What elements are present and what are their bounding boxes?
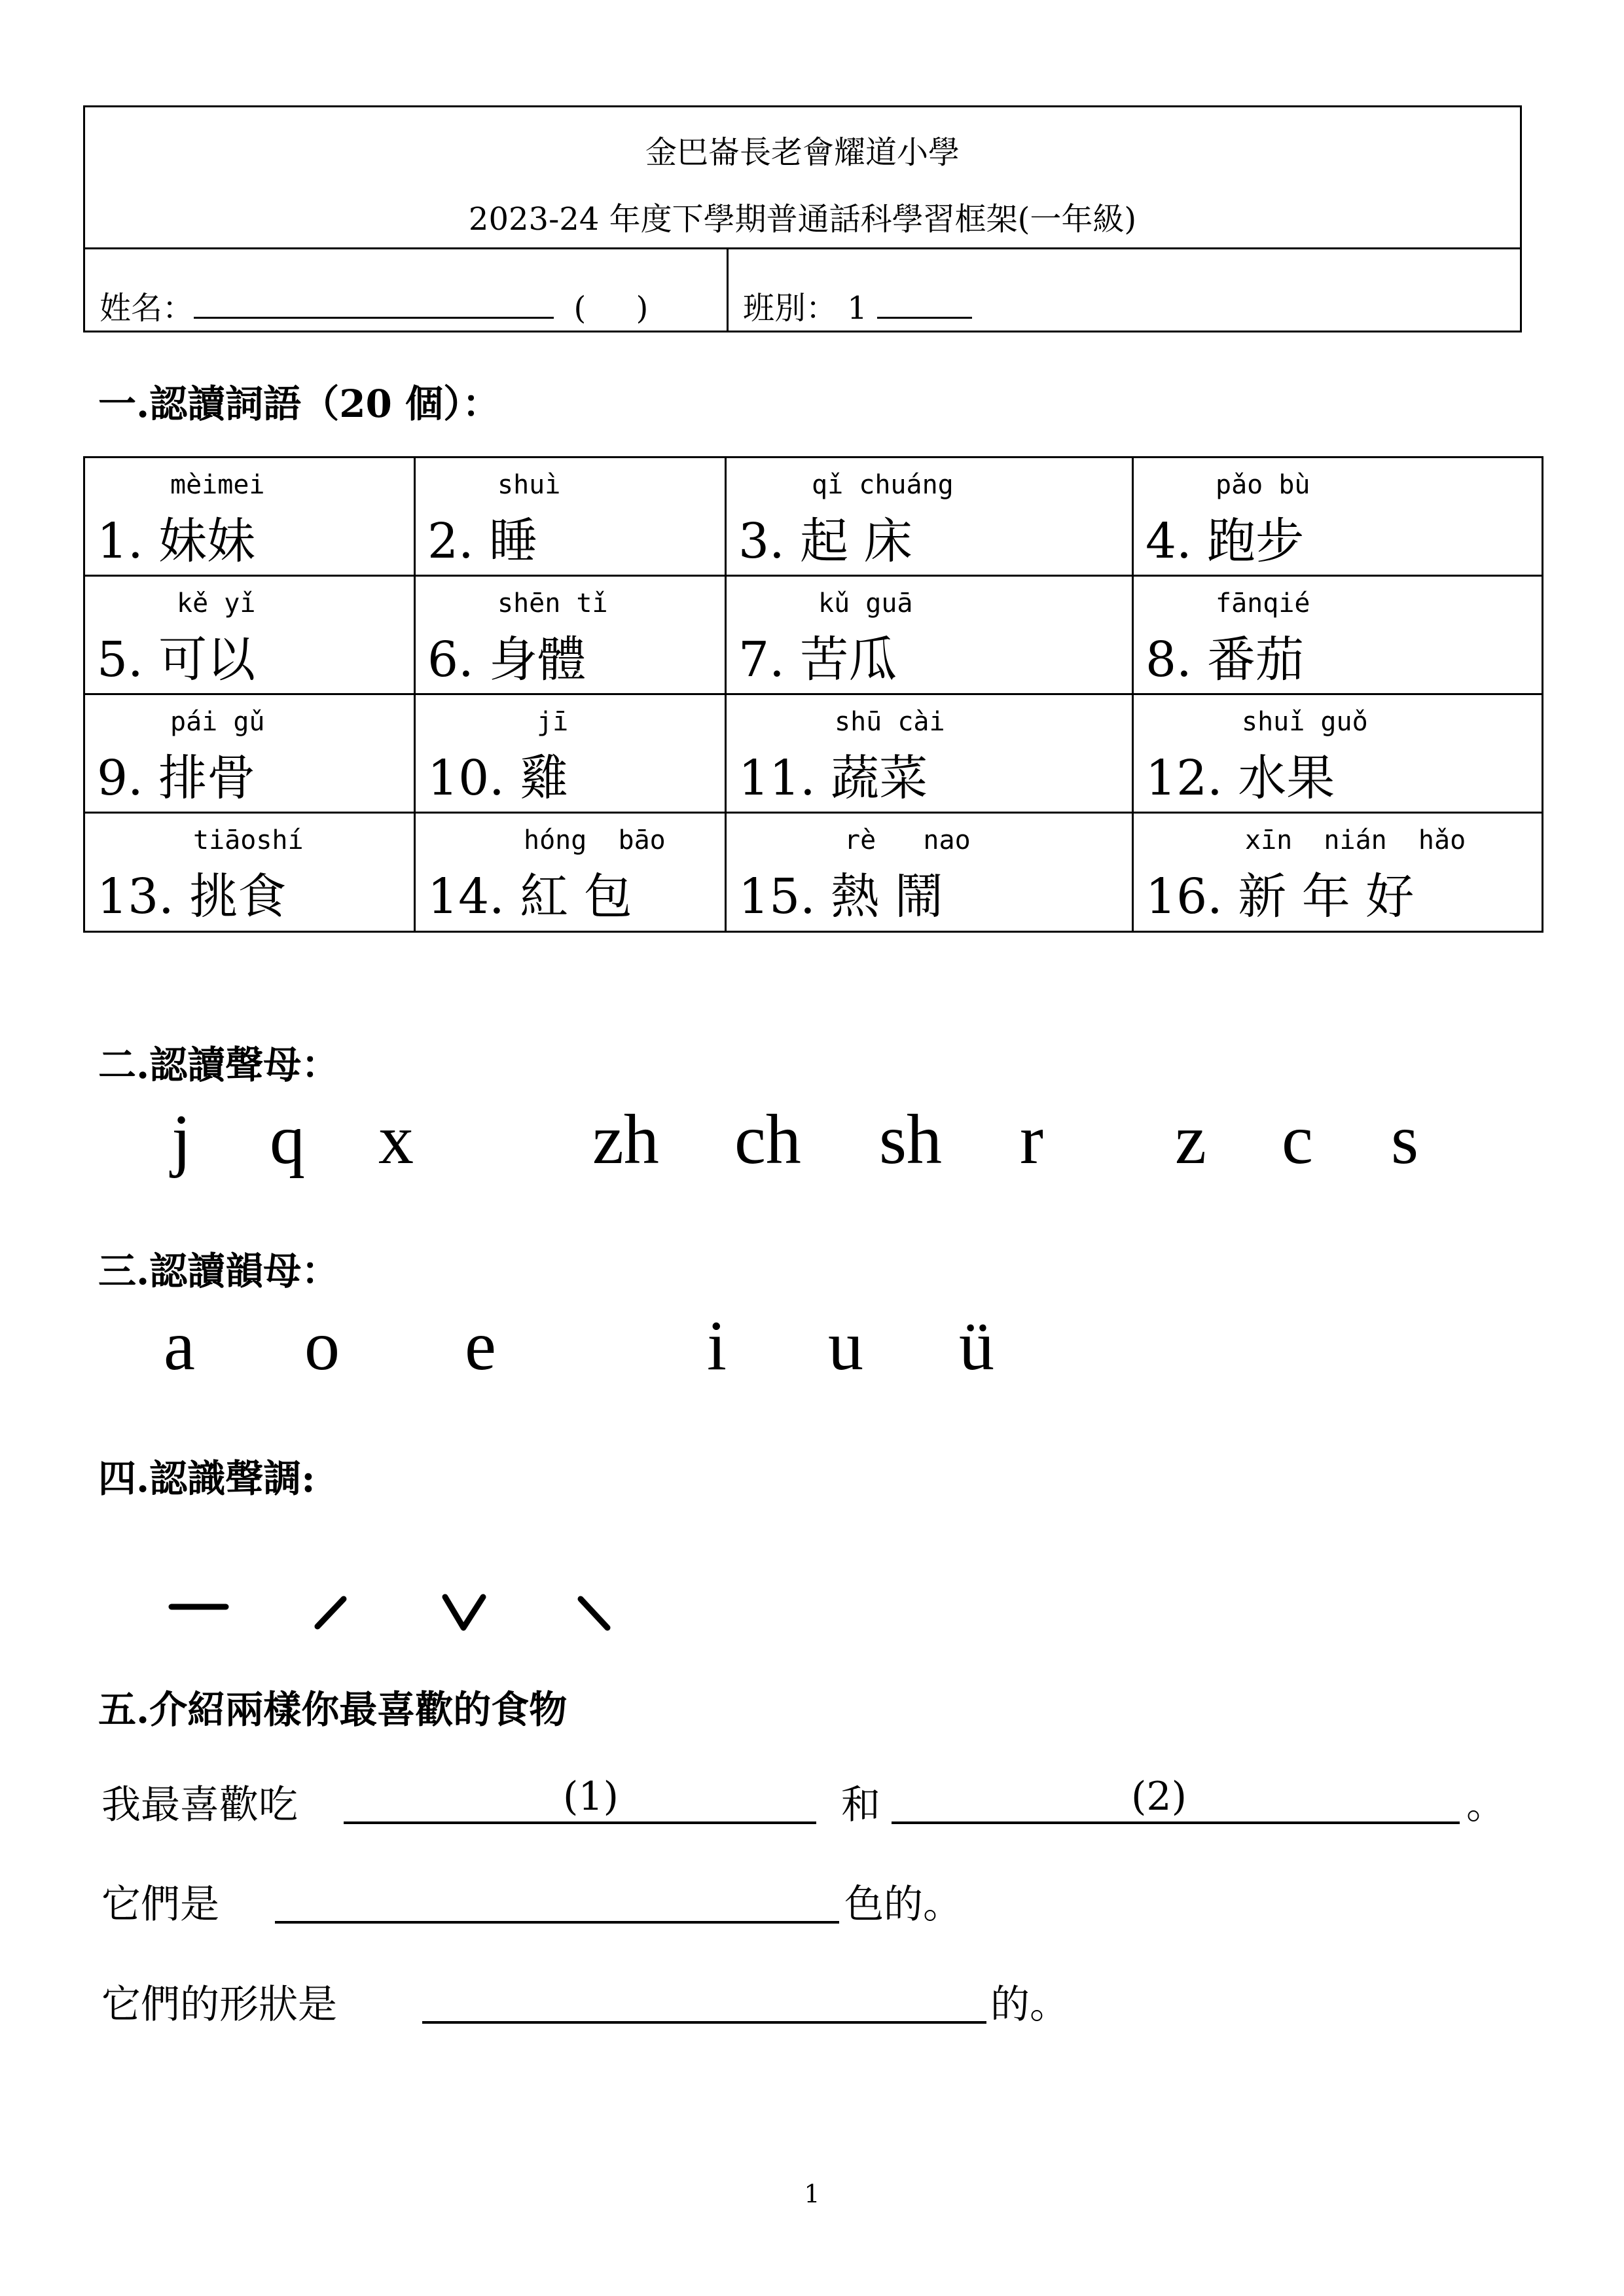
name-paren-open: ( bbox=[573, 290, 586, 327]
initial-letter: z bbox=[1175, 1101, 1206, 1179]
initial-letter: zh bbox=[592, 1101, 659, 1179]
vocab-word: 8. 番茄 bbox=[1146, 632, 1305, 688]
tone-marks bbox=[0, 1568, 720, 1646]
class-blank[interactable] bbox=[877, 285, 972, 319]
sentence-line-2-prefix: 它們是 bbox=[101, 1882, 219, 1928]
class-label: 班別： bbox=[743, 290, 838, 327]
vocab-cell bbox=[1133, 576, 1543, 694]
initial-letter: s bbox=[1391, 1101, 1419, 1179]
final-letter: a bbox=[164, 1307, 195, 1385]
vocab-pinyin: kě yǐ bbox=[177, 588, 256, 619]
initials-row bbox=[0, 1100, 1624, 1185]
vocab-word: 10. 雞 bbox=[427, 750, 569, 806]
vocab-cell bbox=[726, 694, 1133, 813]
vocab-pinyin: xīn nián hǎo bbox=[1245, 825, 1466, 855]
vocab-pinyin: shū cài bbox=[835, 707, 945, 737]
class-field[interactable] bbox=[743, 283, 972, 328]
initial-letter: j bbox=[171, 1101, 192, 1179]
vocab-cell bbox=[84, 576, 415, 694]
final-letter: i bbox=[707, 1307, 727, 1385]
initial-letter: ch bbox=[734, 1101, 801, 1179]
name-blank[interactable] bbox=[194, 285, 554, 319]
vocab-pinyin: jī bbox=[537, 707, 569, 737]
vocab-cell bbox=[415, 694, 726, 813]
vocab-cell bbox=[1133, 813, 1543, 932]
shape-blank[interactable] bbox=[422, 2021, 986, 2024]
third-tone-mark bbox=[445, 1597, 483, 1628]
initial-letter: c bbox=[1282, 1101, 1313, 1179]
vocab-cell bbox=[1133, 457, 1543, 576]
name-paren-close: ) bbox=[636, 290, 649, 327]
vocab-word: 11. 蔬菜 bbox=[738, 750, 928, 806]
vocab-word: 4. 跑步 bbox=[1146, 513, 1305, 569]
vocab-pinyin: pǎo bù bbox=[1216, 470, 1310, 500]
class-value: 1 bbox=[847, 290, 867, 327]
vocab-pinyin: fānqié bbox=[1216, 588, 1310, 619]
vocab-word: 9. 排骨 bbox=[97, 750, 256, 806]
initial-letter: sh bbox=[879, 1101, 943, 1179]
color-blank[interactable] bbox=[275, 1921, 839, 1924]
name-label: 姓名： bbox=[99, 290, 194, 327]
vocab-cell bbox=[415, 576, 726, 694]
header-vertical-divider bbox=[727, 247, 729, 332]
fourth-tone-mark bbox=[581, 1599, 607, 1628]
sentence-line-3-suffix: 的。 bbox=[990, 1982, 1069, 2028]
vocab-pinyin: pái gǔ bbox=[170, 707, 265, 737]
vocab-word: 3. 起 床 bbox=[738, 513, 912, 569]
final-letter: ü bbox=[959, 1307, 994, 1385]
second-tone-mark bbox=[317, 1599, 344, 1626]
final-letter: e bbox=[465, 1307, 496, 1385]
vocab-pinyin: mèimei bbox=[170, 470, 265, 500]
section3-title: 三.認讀韻母： bbox=[98, 1249, 340, 1293]
finals-row bbox=[0, 1306, 1624, 1391]
vocab-cell bbox=[84, 694, 415, 813]
initial-letter: r bbox=[1020, 1101, 1043, 1179]
initial-letter: q bbox=[270, 1101, 305, 1179]
section2-title: 二.認讀聲母： bbox=[98, 1043, 340, 1087]
vocab-word: 1. 妹妹 bbox=[97, 513, 256, 569]
header-box bbox=[83, 105, 1522, 332]
vocab-word: 2. 睡 bbox=[427, 513, 538, 569]
vocab-word: 7. 苦瓜 bbox=[738, 632, 897, 688]
school-name: 金巴崙長老會耀道小學 bbox=[645, 134, 960, 171]
vocab-pinyin: shuì bbox=[497, 470, 561, 500]
vocab-cell bbox=[726, 813, 1133, 932]
vocab-word: 12. 水果 bbox=[1146, 750, 1335, 806]
vocab-pinyin: qǐ chuáng bbox=[812, 470, 954, 500]
vocab-cell bbox=[84, 813, 415, 932]
vocab-table bbox=[83, 456, 1543, 933]
final-letter: o bbox=[304, 1307, 340, 1385]
vocab-word: 5. 可以 bbox=[97, 632, 256, 688]
sentence-line-1-prefix: 我最喜歡吃 bbox=[101, 1782, 298, 1828]
food-blank-1-label: (1) bbox=[563, 1774, 619, 1820]
section4-title: 四.認識聲調: bbox=[98, 1456, 316, 1501]
vocab-cell bbox=[1133, 694, 1543, 813]
worksheet-subtitle: 2023-24 年度下學期普通話科學習框架(一年級) bbox=[468, 201, 1137, 238]
food-blank-2-label: (2) bbox=[1131, 1774, 1187, 1820]
vocab-cell bbox=[726, 457, 1133, 576]
sentence-line-2-suffix: 色的。 bbox=[844, 1882, 962, 1928]
vocab-cell bbox=[415, 813, 726, 932]
vocab-pinyin: kǔ guā bbox=[818, 588, 913, 619]
vocab-pinyin: shēn tǐ bbox=[497, 588, 608, 619]
vocab-word: 6. 身體 bbox=[427, 632, 586, 688]
vocab-cell bbox=[415, 457, 726, 576]
page-number: 1 bbox=[804, 2179, 820, 2208]
initial-letter: x bbox=[378, 1101, 414, 1179]
vocab-cell bbox=[84, 457, 415, 576]
header-divider bbox=[85, 247, 1520, 249]
vocab-pinyin: hóng bāo bbox=[524, 825, 666, 855]
food-blank-2[interactable] bbox=[892, 1821, 1460, 1824]
sentence-line-1-and: 和 bbox=[841, 1782, 880, 1828]
sentence-line-3-prefix: 它們的形狀是 bbox=[101, 1982, 337, 2028]
vocab-word: 14. 紅 包 bbox=[427, 869, 632, 925]
vocab-pinyin: rè nao bbox=[844, 825, 971, 855]
section1-title: 一.認讀詞語（20 個）： bbox=[98, 382, 501, 426]
sentence-line-1-end: 。 bbox=[1466, 1782, 1506, 1828]
vocab-cell bbox=[726, 576, 1133, 694]
section5-title: 五.介紹兩樣你最喜歡的食物 bbox=[98, 1687, 568, 1732]
name-field[interactable] bbox=[99, 283, 648, 328]
vocab-pinyin: tiāoshí bbox=[193, 825, 304, 855]
food-blank-1[interactable] bbox=[344, 1821, 816, 1824]
final-letter: u bbox=[828, 1307, 863, 1385]
vocab-word: 15. 熱 鬧 bbox=[738, 869, 943, 925]
vocab-word: 13. 挑食 bbox=[97, 869, 287, 925]
vocab-word: 16. 新 年 好 bbox=[1146, 869, 1415, 925]
vocab-pinyin: shuǐ guǒ bbox=[1242, 707, 1368, 737]
